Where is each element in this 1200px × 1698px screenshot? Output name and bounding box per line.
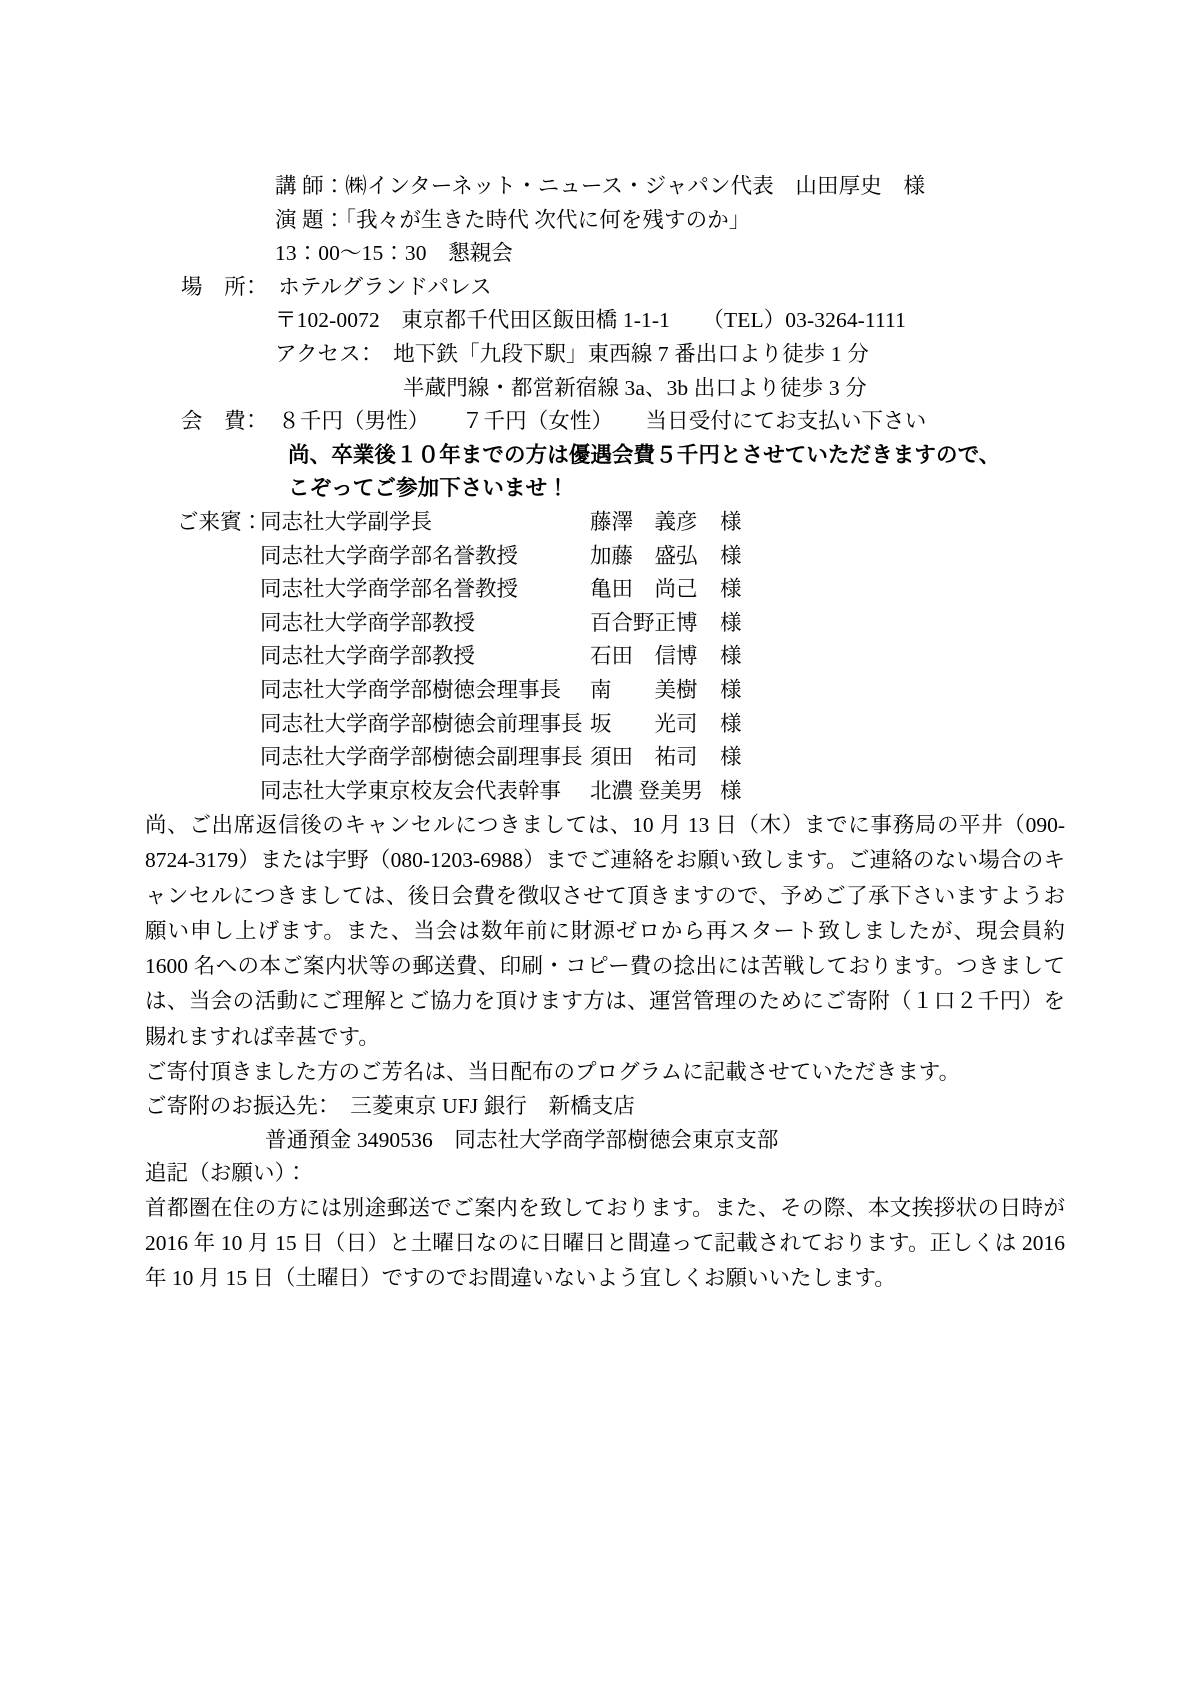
guest-list-label: ご来賓：	[177, 509, 264, 534]
bank-account-line: 普通預金 3490536 同志社大学商学部樹徳会東京支部	[265, 1127, 779, 1152]
venue-address-line: 〒102-0072 東京都千代田区飯田橋 1-1-1 （TEL）03-3264-1111	[275, 308, 906, 333]
guest-label-spacer	[145, 573, 260, 607]
fee-note-line-1: 尚、卒業後１０年までの方は優遇会費５千円とさせていただきますので、	[288, 442, 1001, 467]
guest-name: 亀田 尚己	[590, 577, 698, 602]
table-row	[145, 607, 1065, 641]
table-row	[145, 775, 1065, 809]
guest-label-spacer	[145, 540, 260, 574]
donation-names-line: ご寄付頂きました方のご芳名は、当日配布のプログラムに記載させていただきます。	[145, 1059, 961, 1084]
guest-label-spacer	[145, 708, 260, 742]
guest-label-spacer	[145, 741, 260, 775]
guest-name: 須田 祐司	[590, 745, 698, 770]
guest-honorific: 様	[720, 711, 742, 736]
guest-title: 同志社大学商学部樹徳会前理事長	[260, 711, 583, 736]
table-row	[145, 540, 1065, 574]
guest-honorific: 様	[720, 644, 742, 669]
guest-title: 同志社大学商学部教授	[260, 610, 476, 635]
guest-name: 藤澤 義彦	[590, 509, 698, 534]
access-line-1: アクセス： 地下鉄「九段下駅」東西線 7 番出口より徒歩 1 分	[275, 341, 869, 366]
guest-title: 同志社大学副学長	[260, 509, 433, 534]
reception-time-line: 13：00〜15：30 懇親会	[275, 241, 514, 266]
guest-honorific: 様	[720, 509, 742, 534]
postscript-label: 追記（お願い）：	[145, 1161, 308, 1186]
guest-name: 石田 信博	[590, 644, 698, 669]
fee-line: 会 費： ８千円（男性） ７千円（女性） 当日受付にてお支払い下さい	[181, 409, 927, 434]
venue-label-line: 場 所： ホテルグランドパレス	[181, 274, 492, 299]
guest-list	[145, 506, 1065, 808]
guest-title: 同志社大学商学部樹徳会副理事長	[260, 745, 583, 770]
table-row	[145, 674, 1065, 708]
topic-line: 演 題：「我々が生きた時代 次代に何を残すのか」	[275, 207, 751, 232]
fee-note-line-2: こぞってご参加下さいませ！	[288, 476, 569, 501]
guest-name: 百合野正博	[590, 610, 698, 635]
guest-label-spacer	[145, 640, 260, 674]
cancellation-paragraph: 尚、ご出席返信後のキャンセルにつきましては、10 月 13 日（木）までに事務局の平井（090-8724-3179）または宇野（080-1203-6988）までご連絡をお願い致します。ご連絡のない場合のキャンセルにつきましては、後日会費を徴収させて頂きますので、予めご了承下さいますようお願い申し上げます。また、当会は数年前に財源ゼロから再スタート致しましたが、現会員約 1600 名への本ご案内状等の郵送費、印刷・コピー費の捻出には苦戦しております。つきましては、当会の活動にご理解とご協力を頂けます方は、運営管理のためにご寄附（１口２千円）を賜れますれば幸甚です。	[145, 813, 1065, 1049]
guest-honorific: 様	[720, 543, 742, 568]
guest-honorific: 様	[720, 577, 742, 602]
table-row	[145, 640, 1065, 674]
guest-title: 同志社大学商学部樹徳会理事長	[260, 677, 562, 702]
bank-label-line: ご寄附のお振込先： 三菱東京 UFJ 銀行 新橋支店	[145, 1093, 635, 1118]
table-row	[145, 741, 1065, 775]
speaker-line: 講 師：㈱インターネット・ニュース・ジャパン代表 山田厚史 様	[275, 174, 926, 198]
guest-label-spacer	[145, 607, 260, 641]
guest-name: 北濃 登美男	[590, 778, 703, 803]
guest-name: 南 美樹	[590, 677, 698, 702]
postscript-paragraph: 首都圏在住の方には別途郵送でご案内を致しております。また、その際、本文挨拶状の日時が 2016 年 10 月 15 日（日）と土曜日なのに日曜日と間違って記載されております。正しくは 2016 年 10 月 15 日（土曜日）ですのでお間違いないよう宜しくお願いいたします。	[145, 1195, 1065, 1291]
table-row	[145, 506, 1065, 540]
guest-label-spacer	[145, 775, 260, 809]
guest-name: 加藤 盛弘	[590, 543, 698, 568]
guest-honorific: 様	[720, 778, 742, 803]
guest-honorific: 様	[720, 677, 742, 702]
guest-title: 同志社大学商学部名誉教授	[260, 577, 519, 602]
guest-title: 同志社大学商学部教授	[260, 644, 476, 669]
guest-title: 同志社大学商学部名誉教授	[260, 543, 519, 568]
guest-label-spacer	[145, 674, 260, 708]
table-row	[145, 708, 1065, 742]
guest-honorific: 様	[720, 745, 742, 770]
access-line-2: 半蔵門線・都営新宿線 3a、3b 出口より徒歩 3 分	[403, 375, 867, 400]
guest-name: 坂 光司	[590, 711, 698, 736]
guest-honorific: 様	[720, 610, 742, 635]
guest-title: 同志社大学東京校友会代表幹事	[260, 778, 562, 803]
table-row	[145, 573, 1065, 607]
